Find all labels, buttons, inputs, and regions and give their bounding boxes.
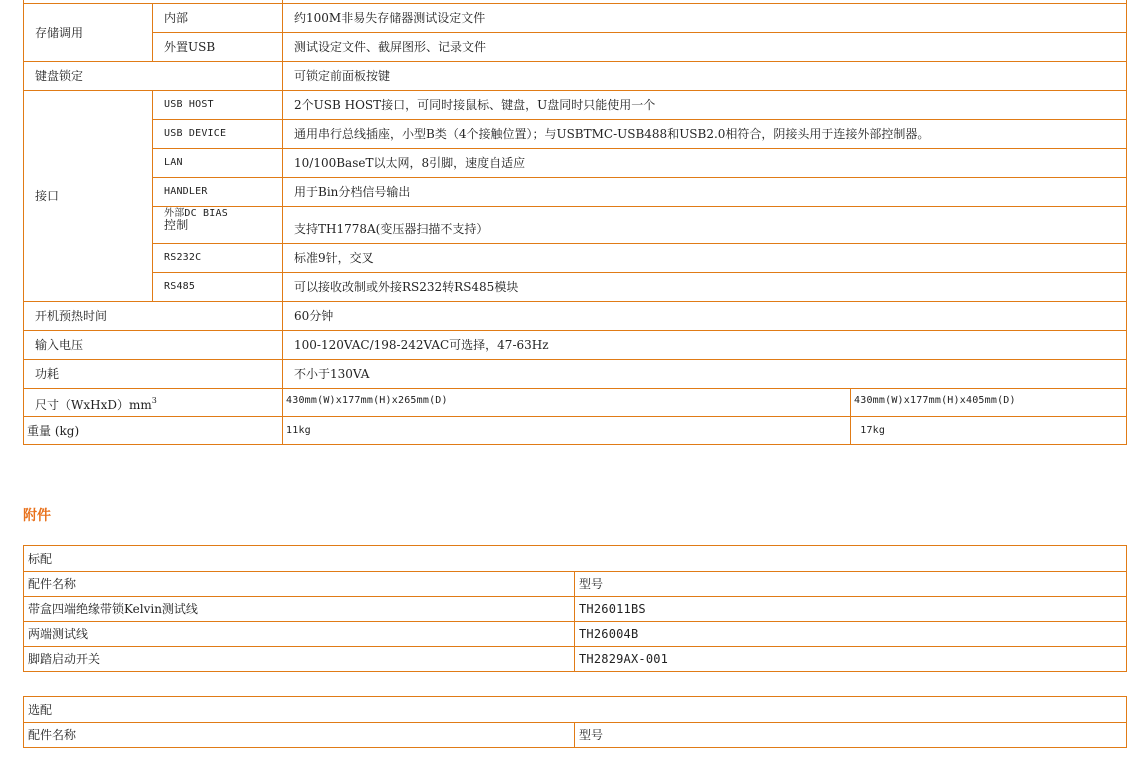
weight-value-b: 17kg	[851, 417, 1127, 445]
warmup-label: 开机预热时间	[24, 302, 283, 331]
table-row	[24, 273, 1127, 302]
keylock-value: 可锁定前面板按键	[283, 62, 1127, 91]
table-row	[24, 723, 1127, 748]
table-row	[24, 622, 1127, 647]
interface-dcbias-value: 支持TH1778A(变压器扫描不支持）	[283, 207, 1127, 244]
weight-label: 重量 (kg)	[24, 417, 283, 445]
interface-rs485-value: 可以接收改制或外接RS232转RS485模块	[283, 273, 1127, 302]
interface-dcbias-name-line1: 外部DC BIAS	[164, 208, 228, 219]
interface-dcbias-name	[153, 207, 283, 244]
interface-dcbias-name-line2: 控制	[164, 218, 189, 232]
table-row	[24, 178, 1127, 207]
table-row	[24, 62, 1127, 91]
interface-lan-name: LAN	[153, 149, 283, 178]
standard-accessories-table	[23, 545, 1127, 672]
interface-rs485-name: RS485	[153, 273, 283, 302]
storage-usb-value: 测试设定文件、截屏图形、记录文件	[283, 33, 1127, 62]
table-row	[24, 244, 1127, 273]
standard-item-model: TH2829AX-001	[575, 647, 1127, 672]
standard-header: 标配	[24, 546, 1127, 572]
weight-value-a: 11kg	[283, 417, 851, 445]
table-row	[24, 149, 1127, 178]
table-row	[24, 207, 1127, 244]
spec-table	[23, 0, 1127, 445]
power-label: 功耗	[24, 360, 283, 389]
storage-label: 存储调用	[24, 4, 153, 62]
voltage-label: 输入电压	[24, 331, 283, 360]
interface-usb-device-value: 通用串行总线插座，小型B类（4个接触位置）；与USBTMC-USB488和USB2.0相符合，阴接头用于连接外部控制器。	[283, 120, 1127, 149]
size-label-text: 尺寸（WxHxD）mm	[35, 397, 152, 412]
table-row	[24, 4, 1127, 33]
table-row	[24, 697, 1127, 723]
table-row	[24, 33, 1127, 62]
interface-rs232-name: RS232C	[153, 244, 283, 273]
table-row	[24, 546, 1127, 572]
size-label-sup: 3	[151, 395, 157, 405]
table-row	[24, 120, 1127, 149]
table-row	[24, 572, 1127, 597]
table-row	[24, 302, 1127, 331]
optional-accessories-table	[23, 696, 1127, 748]
table-row	[24, 360, 1127, 389]
interface-rs232-value: 标准9针，交叉	[283, 244, 1127, 273]
optional-header: 选配	[24, 697, 1127, 723]
standard-item-model: TH26004B	[575, 622, 1127, 647]
size-label	[24, 389, 283, 417]
keylock-label: 键盘锁定	[24, 62, 283, 91]
accessories-title: 附件	[23, 508, 51, 524]
table-row	[24, 331, 1127, 360]
storage-usb-name: 外置USB	[153, 33, 283, 62]
size-value-b: 430mm(W)x177mm(H)x405mm(D)	[851, 389, 1127, 417]
power-value: 不小于130VA	[283, 360, 1127, 389]
interface-label: 接口	[24, 91, 153, 302]
standard-item-name: 带盒四端绝缘带锁Kelvin测试线	[24, 597, 575, 622]
interface-handler-name: HANDLER	[153, 178, 283, 207]
standard-item-model: TH26011BS	[575, 597, 1127, 622]
interface-usb-host-name: USB HOST	[153, 91, 283, 120]
table-row	[24, 647, 1127, 672]
standard-col-name: 配件名称	[24, 572, 575, 597]
standard-item-name: 脚踏启动开关	[24, 647, 575, 672]
storage-internal-value: 约100M非易失存储器测试设定文件	[283, 4, 1127, 33]
table-row	[24, 597, 1127, 622]
interface-lan-value: 10/100BaseT以太网，8引脚，速度自适应	[283, 149, 1127, 178]
voltage-value: 100-120VAC/198-242VAC可选择，47-63Hz	[283, 331, 1127, 360]
size-value-a: 430mm(W)x177mm(H)x265mm(D)	[283, 389, 851, 417]
optional-col-model: 型号	[575, 723, 1127, 748]
interface-usb-host-value: 2个USB HOST接口，可同时接鼠标、键盘，U盘同时只能使用一个	[283, 91, 1127, 120]
optional-col-name: 配件名称	[24, 723, 575, 748]
interface-handler-value: 用于Bin分档信号输出	[283, 178, 1127, 207]
warmup-value: 60分钟	[283, 302, 1127, 331]
table-row	[24, 91, 1127, 120]
interface-usb-device-name: USB DEVICE	[153, 120, 283, 149]
table-row	[24, 417, 1127, 445]
standard-item-name: 两端测试线	[24, 622, 575, 647]
standard-col-model: 型号	[575, 572, 1127, 597]
table-row	[24, 389, 1127, 417]
storage-internal-name: 内部	[153, 4, 283, 33]
